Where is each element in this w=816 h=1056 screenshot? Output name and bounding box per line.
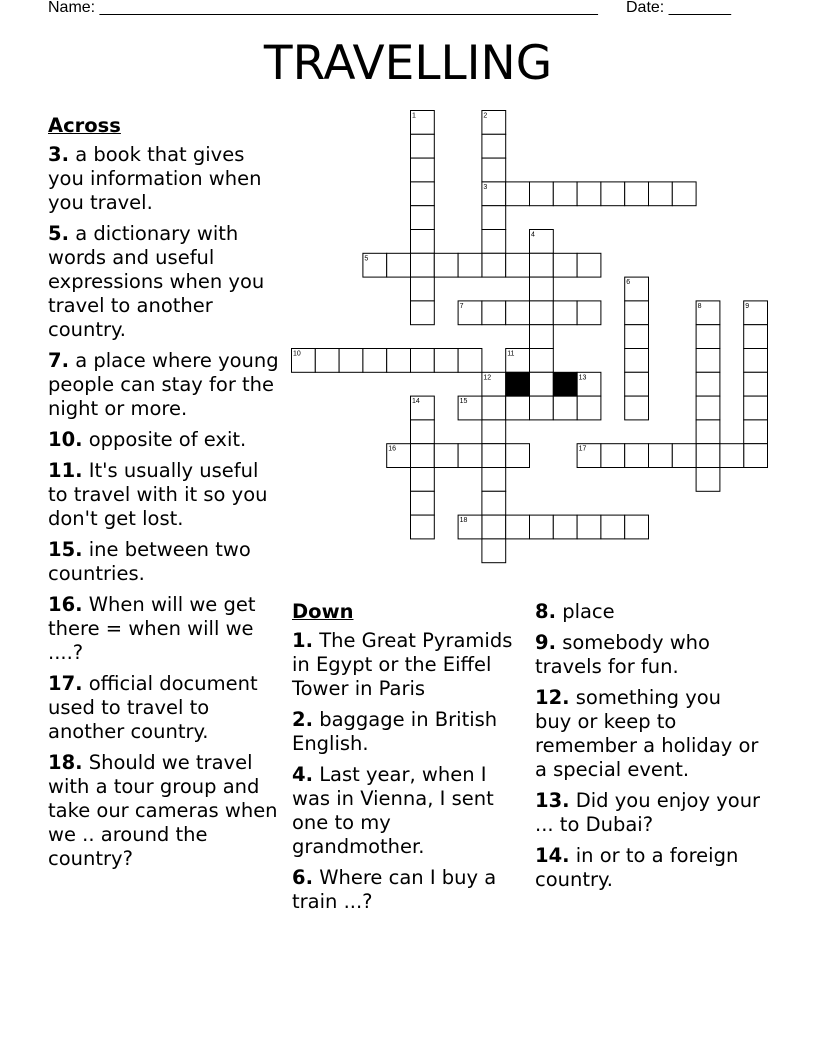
clue-text: Did you enjoy your ... to Dubai? — [535, 789, 761, 836]
grid-cell[interactable] — [672, 182, 696, 206]
grid-cell[interactable] — [530, 372, 554, 396]
clue-number: 9. — [535, 631, 556, 654]
grid-cell[interactable] — [482, 491, 506, 515]
grid-number: 8 — [697, 302, 702, 310]
grid-cell[interactable] — [411, 277, 435, 301]
grid-cell[interactable] — [649, 182, 673, 206]
clue-text: It's usually useful to travel with it so you don't get lost. — [48, 459, 268, 530]
grid-cell[interactable] — [434, 444, 458, 468]
grid-cell[interactable] — [696, 349, 720, 373]
clue-number: 1. — [292, 629, 313, 652]
grid-cell[interactable] — [625, 349, 649, 373]
clue-14 — [535, 844, 761, 892]
clue-15 — [48, 538, 284, 586]
grid-cell[interactable] — [482, 396, 506, 420]
grid-cell[interactable] — [411, 491, 435, 515]
clue-number: 15. — [48, 538, 83, 561]
clue-number: 12. — [535, 686, 570, 709]
grid-cell[interactable] — [649, 444, 673, 468]
grid-cell[interactable] — [744, 325, 768, 349]
grid-cell[interactable] — [411, 253, 435, 277]
grid-cell[interactable] — [434, 253, 458, 277]
grid-cell[interactable] — [387, 253, 411, 277]
clue-text: The Great Pyramids in Egypt or the Eiffel Tower in Paris — [292, 629, 513, 700]
clue-number: 4. — [292, 763, 313, 786]
name-field[interactable]: Name: ________________________________________________________ — [48, 0, 598, 16]
grid-cell[interactable] — [411, 182, 435, 206]
down-heading: Down — [292, 600, 354, 623]
grid-cell[interactable] — [339, 349, 363, 373]
grid-cell[interactable] — [530, 515, 554, 539]
clue-number: 16. — [48, 593, 83, 616]
grid-cell[interactable] — [411, 134, 435, 158]
grid-number: 7 — [459, 302, 464, 310]
clue-text: Should we travel with a tour group and take our cameras when we .. around the country? — [48, 751, 278, 870]
grid-cell[interactable] — [577, 301, 601, 325]
grid-cell[interactable] — [577, 515, 601, 539]
grid-cell[interactable] — [530, 277, 554, 301]
grid-cell[interactable] — [506, 253, 530, 277]
grid-cell[interactable] — [696, 420, 720, 444]
clue-number: 7. — [48, 349, 69, 372]
clue-text: Where can I buy a train ...? — [292, 866, 497, 913]
date-field[interactable]: Date: _______ — [626, 0, 731, 16]
grid-cell[interactable] — [387, 349, 411, 373]
clue-11 — [48, 459, 284, 531]
grid-cell[interactable] — [601, 444, 625, 468]
grid-cell[interactable] — [530, 301, 554, 325]
grid-cell[interactable] — [411, 515, 435, 539]
grid-cell[interactable] — [625, 444, 649, 468]
grid-number: 3 — [483, 183, 488, 191]
grid-cell[interactable] — [530, 253, 554, 277]
clue-10 — [48, 428, 284, 452]
grid-number: 18 — [459, 517, 468, 525]
grid-cell[interactable] — [577, 253, 601, 277]
grid-cell[interactable] — [744, 444, 768, 468]
clue-number: 18. — [48, 751, 83, 774]
clue-number: 11. — [48, 459, 83, 482]
clue-9 — [535, 631, 761, 679]
grid-block — [553, 372, 577, 396]
clue-number: 5. — [48, 222, 69, 245]
clue-number: 10. — [48, 428, 83, 451]
across-clue-list — [48, 143, 284, 871]
grid-cell[interactable] — [744, 372, 768, 396]
grid-cell[interactable] — [458, 253, 482, 277]
grid-cell[interactable] — [506, 444, 530, 468]
grid-cell[interactable] — [482, 206, 506, 230]
clue-13 — [535, 789, 761, 837]
across-clues — [48, 114, 284, 878]
grid-cell[interactable] — [434, 349, 458, 373]
grid-cell[interactable] — [553, 253, 577, 277]
clue-number: 17. — [48, 672, 83, 695]
clue-text: opposite of exit. — [88, 428, 247, 451]
down-clue-list-1 — [292, 629, 518, 914]
grid-cell[interactable] — [625, 396, 649, 420]
clue-text: in or to a foreign country. — [535, 844, 739, 891]
clue-text: somebody who travels for fun. — [535, 631, 710, 678]
grid-cell[interactable] — [506, 301, 530, 325]
grid-number: 14 — [412, 398, 420, 406]
grid-cell[interactable] — [411, 420, 435, 444]
grid-cell[interactable] — [744, 349, 768, 373]
grid-number: 12 — [483, 374, 492, 382]
clue-12 — [535, 686, 761, 782]
grid-cell[interactable] — [411, 349, 435, 373]
grid-cell[interactable] — [553, 396, 577, 420]
grid-cell[interactable] — [411, 301, 435, 325]
clue-6 — [292, 866, 518, 914]
grid-cell[interactable] — [577, 182, 601, 206]
grid-cell[interactable] — [482, 444, 506, 468]
grid-cell[interactable] — [625, 182, 649, 206]
grid-cell[interactable] — [696, 325, 720, 349]
grid-cell[interactable] — [482, 468, 506, 492]
clue-3 — [48, 143, 284, 215]
grid-cell[interactable] — [482, 134, 506, 158]
grid-number: 17 — [578, 445, 587, 453]
grid-cell[interactable] — [458, 349, 482, 373]
grid-cell[interactable] — [506, 182, 530, 206]
grid-cell[interactable] — [458, 444, 482, 468]
grid-cell[interactable] — [577, 396, 601, 420]
down-clue-list-2 — [535, 600, 761, 892]
grid-cell[interactable] — [482, 515, 506, 539]
clue-2 — [292, 708, 518, 756]
grid-cell[interactable] — [530, 325, 554, 349]
down-clues-column-2 — [535, 600, 761, 899]
grid-cell[interactable] — [530, 349, 554, 373]
clue-text: official document used to travel to another country. — [48, 672, 258, 743]
grid-cell[interactable] — [696, 396, 720, 420]
grid-cell[interactable] — [625, 325, 649, 349]
grid-cell[interactable] — [625, 515, 649, 539]
grid-cell[interactable] — [482, 158, 506, 182]
grid-number: 9 — [745, 302, 750, 310]
grid-cell[interactable] — [411, 206, 435, 230]
grid-cell[interactable] — [506, 515, 530, 539]
clue-1 — [292, 629, 518, 701]
grid-cell[interactable] — [744, 420, 768, 444]
grid-cell[interactable] — [482, 230, 506, 254]
clue-17 — [48, 672, 284, 744]
grid-cell[interactable] — [553, 182, 577, 206]
grid-cell[interactable] — [625, 301, 649, 325]
grid-cell[interactable] — [411, 444, 435, 468]
clue-number: 3. — [48, 143, 69, 166]
grid-number: 13 — [578, 374, 587, 382]
across-heading: Across — [48, 114, 121, 137]
page-title: TRAVELLING — [263, 36, 553, 91]
grid-cell[interactable] — [625, 372, 649, 396]
clue-18 — [48, 751, 284, 871]
grid-cell[interactable] — [696, 444, 720, 468]
grid-number: 4 — [531, 231, 535, 239]
grid-cell[interactable] — [672, 444, 696, 468]
grid-block — [506, 372, 530, 396]
clue-number: 6. — [292, 866, 313, 889]
grid-number: 2 — [483, 112, 488, 120]
clue-text: a dictionary with words and useful expressions when you travel to another country. — [48, 222, 265, 341]
clue-text: a place where young people can stay for the night or more. — [48, 349, 279, 420]
clue-text: ine between two countries. — [48, 538, 251, 585]
grid-cell[interactable] — [601, 515, 625, 539]
clue-number: 8. — [535, 600, 556, 623]
grid-cell[interactable] — [744, 396, 768, 420]
clue-5 — [48, 222, 284, 342]
clue-text: something you buy or keep to remember a holiday or a special event. — [535, 686, 759, 781]
grid-cell[interactable] — [482, 420, 506, 444]
grid-number: 11 — [507, 350, 515, 358]
grid-cell[interactable] — [601, 182, 625, 206]
clue-text: Last year, when I was in Vienna, I sent one to my grandmother. — [292, 763, 494, 858]
grid-cell[interactable] — [315, 349, 339, 373]
clue-number: 2. — [292, 708, 313, 731]
grid-cell[interactable] — [411, 158, 435, 182]
grid-cell[interactable] — [482, 301, 506, 325]
clue-text: When will we get there = when will we ....? — [48, 593, 256, 664]
grid-cell[interactable] — [506, 396, 530, 420]
grid-cell[interactable] — [482, 253, 506, 277]
clue-number: 13. — [535, 789, 570, 812]
down-clues-column-1 — [292, 600, 518, 921]
grid-cell[interactable] — [530, 182, 554, 206]
clue-4 — [292, 763, 518, 859]
grid-cell[interactable] — [696, 372, 720, 396]
grid-number: 6 — [626, 279, 631, 287]
grid-cell[interactable] — [720, 444, 744, 468]
clue-7 — [48, 349, 284, 421]
grid-number: 5 — [364, 255, 369, 263]
clue-text: a book that gives you information when you travel. — [48, 143, 262, 214]
clue-8 — [535, 600, 761, 624]
grid-cell[interactable] — [411, 468, 435, 492]
grid-number: 15 — [459, 398, 468, 406]
grid-cell[interactable] — [530, 396, 554, 420]
grid-cell[interactable] — [411, 230, 435, 254]
clue-text: baggage in British English. — [292, 708, 498, 755]
grid-cell[interactable] — [363, 349, 387, 373]
grid-cell[interactable] — [553, 301, 577, 325]
clue-text: place — [562, 600, 615, 623]
grid-cell[interactable] — [696, 468, 720, 492]
clue-16 — [48, 593, 284, 665]
grid-cell[interactable] — [482, 539, 506, 563]
clue-number: 14. — [535, 844, 570, 867]
grid-cell[interactable] — [553, 515, 577, 539]
grid-number: 10 — [293, 350, 301, 358]
grid-number: 1 — [412, 112, 416, 120]
grid-number: 16 — [388, 445, 396, 453]
